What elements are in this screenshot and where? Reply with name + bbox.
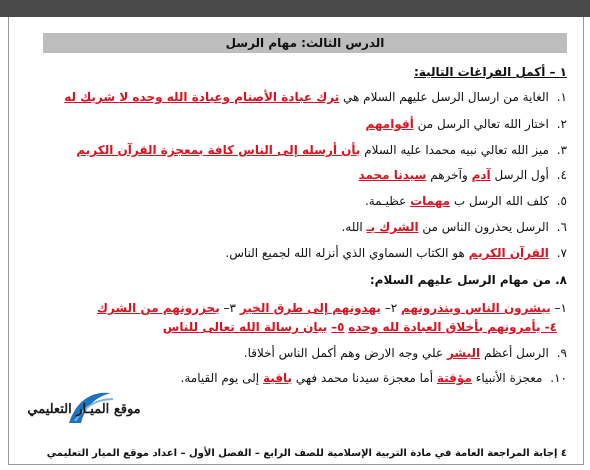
item-number: ٤.: [556, 168, 567, 182]
task-number: ٣–: [223, 301, 236, 315]
answer-text: يهدونهم إلى طرق الخير: [239, 301, 381, 315]
item-text: عظيـمة.: [364, 194, 407, 208]
answer-text: يبشرون الناس وينذرونهم: [401, 301, 551, 315]
item-number: ١٠.: [550, 371, 567, 385]
answer-text: الشرك بـ: [366, 220, 419, 234]
item-number: ٣.: [556, 143, 567, 157]
item-text: إلى يوم القيامة.: [180, 371, 260, 385]
item-text: علي وجه الارض وهم أكمل الناس أخلاقا.: [243, 346, 444, 360]
section-heading-fill-blanks: ١ – أكمل الفراغات التالية:: [414, 65, 567, 79]
item-number: ٩.: [556, 346, 567, 360]
list-item: [365, 116, 567, 132]
list-item: [64, 89, 567, 105]
item-text: أما معجزة سيدنا محمد فهي: [295, 371, 434, 385]
answer-text: يحزرونهم من الشرك: [97, 301, 220, 315]
list-item: [359, 167, 567, 183]
answer-text: البشر: [446, 346, 481, 360]
document-page: [8, 17, 584, 465]
answer-text: مهمات: [410, 194, 451, 208]
list-item: [244, 345, 567, 361]
answer-text: يبان رسالة الله تعالى للناس: [162, 320, 328, 334]
item-text: وآخرهم: [430, 168, 468, 182]
item-number: ١.: [556, 90, 567, 104]
list-item: [365, 193, 567, 209]
tasks-line-1: [97, 300, 567, 316]
item-text: الرسل أعظم: [483, 346, 549, 360]
lesson-title: الدرس الثالث: مهام الرسل: [43, 33, 567, 53]
item-text: الله.: [341, 220, 363, 234]
list-item: [341, 219, 567, 235]
item-text: الغاية من ارسال الرسل عليهم السلام هي: [343, 90, 549, 104]
tasks-line-2: [163, 319, 557, 335]
answer-text: بأن أرسله إلى الناس كافة بمعجزة القرآن الكريم: [76, 143, 361, 157]
viewer-top-bar: [0, 0, 590, 17]
item-text: الرسل يحذرون الناس من: [422, 220, 549, 234]
list-item: [76, 142, 567, 158]
list-item: [225, 245, 567, 261]
task-number: ٢–: [384, 301, 398, 315]
item-text: هو الكتاب السماوي الذي أنزله الله لجميع الناس.: [225, 246, 465, 260]
item-text: كلف الله الرسل ب: [453, 194, 549, 208]
answer-text: ترك عبادة الأصنام وعبادة الله وحده لا شريك له: [64, 90, 340, 104]
task-number: ١–: [554, 301, 567, 315]
item-number: ٥.: [556, 194, 567, 208]
answer-text: أقوامهم: [365, 117, 414, 131]
item-number: ٧.: [556, 246, 567, 260]
answer-text: سيدنا محمد: [358, 168, 427, 182]
item-text: اختار الله تعالي الرسل من: [417, 117, 549, 131]
item-number: ٢.: [556, 117, 567, 131]
task-number: ٥–: [331, 320, 345, 334]
answer-text: مؤقتة: [436, 371, 472, 385]
site-logo: [19, 385, 149, 431]
answer-text: آدم: [471, 168, 491, 182]
answer-text: القرآن الكريم: [468, 246, 549, 260]
section-heading-messenger-tasks: ٨. من مهام الرسل عليهم السلام:: [369, 273, 567, 287]
item-text: معجزة الأنبياء: [475, 371, 543, 385]
list-item: [181, 370, 567, 386]
answer-text: باقية: [262, 371, 293, 385]
item-number: ٦.: [556, 220, 567, 234]
logo-text: موقع الميـار التعليمي: [27, 402, 141, 417]
answer-text: ٤- يأمرونهم بأخلاق العبادة لله وحده: [348, 320, 557, 334]
item-text: ميز الله تعالي نبيه محمدا عليه السلام: [364, 143, 549, 157]
page-footer: ٤ إجابة المراجعة العامة في مادة التربية الإسلامية للصف الرابع – الفصل الأول – اعداد موقع الميار التعليمي: [46, 448, 567, 459]
item-text: أول الرسل: [494, 168, 549, 182]
